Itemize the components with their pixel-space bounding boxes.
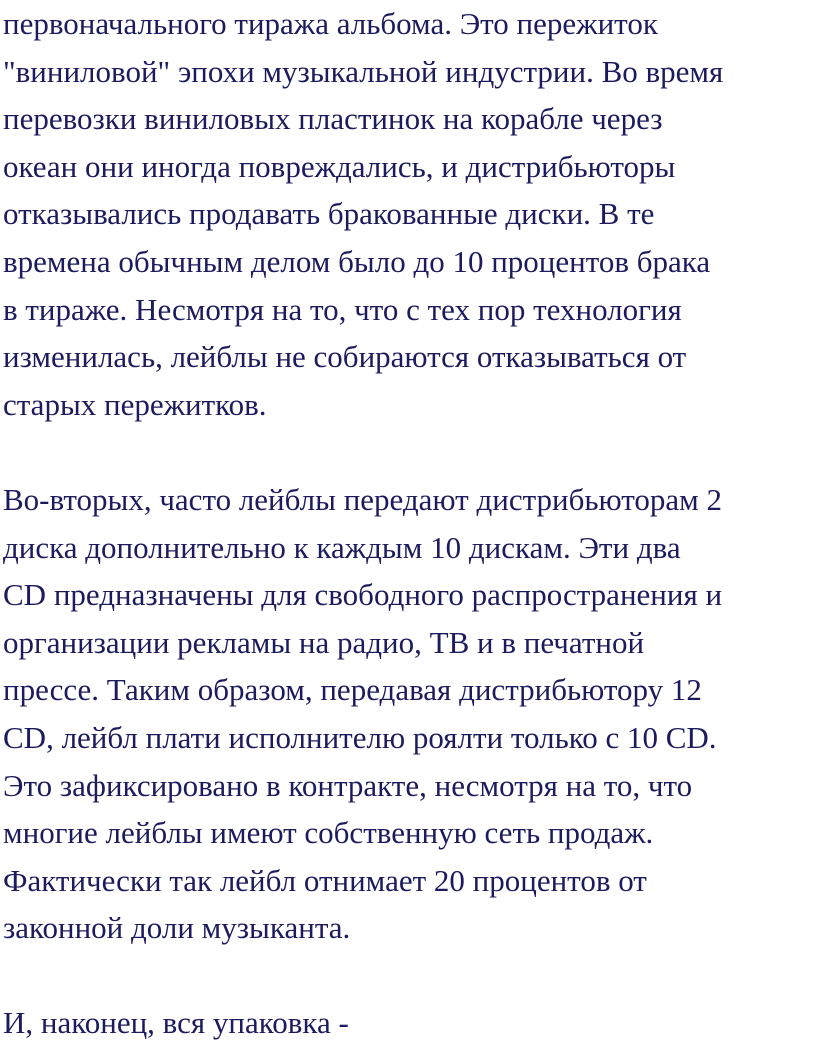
text-line: отказывались продавать бракованные диски. В те [3,196,655,232]
text-line: океан они иногда повреждались, и дистрибьюторы [3,148,676,184]
text-line: CD, лейбл плати исполнителю роялти только с 10 CD. [3,719,717,755]
text-line: Это зафиксировано в контракте, несмотря на то, что [3,767,693,803]
text-line: Фактически так лейбл отнимает 20 процентов от [3,862,647,898]
paragraph-spacer [3,428,816,476]
text-line: многие лейблы имеют собственную сеть продаж. [3,815,654,851]
text-line: законной доли музыканта. [3,910,351,946]
text-line: изменилась, лейблы не собираются отказываться от [3,339,687,375]
text-line: диска дополнительно к каждым 10 дискам. Эти два [3,529,681,565]
text-line: в тираже. Несмотря на то, что с тех пор технология [3,291,682,327]
paragraph-3 [3,999,816,1047]
text-line: Во-вторых, часто лейблы передают дистрибьюторам 2 [3,481,723,517]
paragraph-2 [3,476,816,952]
text-line: организации рекламы на радио, ТВ и в печатной [3,624,645,660]
text-line: прессе. Таким образом, передавая дистрибьютору 12 [3,672,702,708]
text-line: первоначального тиража альбома. Это пережиток [3,6,658,41]
document-page [3,0,816,1047]
text-line: CD предназначены для свободного распространения и [3,577,723,613]
paragraph-1 [3,0,816,428]
text-line: И, наконец, вся упаковка - [3,1005,349,1041]
text-line: времена обычным делом было до 10 процентов брака [3,243,711,279]
text-line: "виниловой" эпохи музыкальной индустрии. Во время [3,53,724,89]
paragraph-spacer [3,952,816,1000]
text-line: старых пережитков. [3,386,267,422]
text-line: перевозки виниловых пластинок на корабле через [3,101,663,137]
